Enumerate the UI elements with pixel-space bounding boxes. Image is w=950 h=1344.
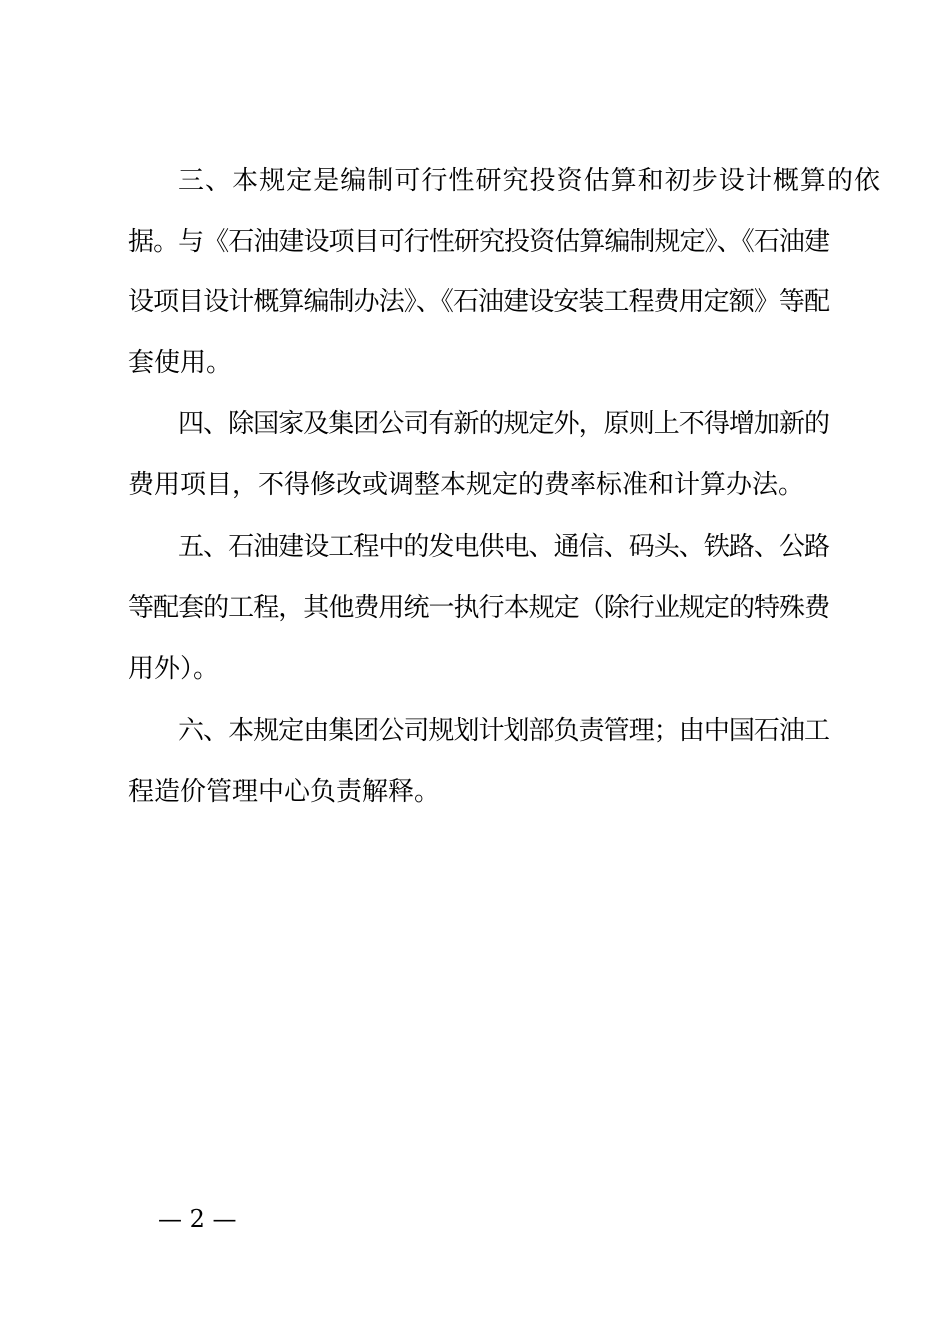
paragraph-line: 五、石油建设工程中的发电供电、通信、码头、铁路、公路 bbox=[178, 532, 830, 562]
paragraph-line: 套使用。 bbox=[128, 348, 233, 378]
paragraph-line: 程造价管理中心负责解释。 bbox=[128, 777, 441, 807]
paragraph-line: 据。与《石油建设项目可行性研究投资估算编制规定》、《石油建 bbox=[128, 227, 830, 257]
paragraph-line: 三、本规定是编制可行性研究投资估算和初步设计概算的依 bbox=[178, 166, 882, 196]
paragraph-line: 用外）。 bbox=[128, 654, 220, 684]
page-number: — 2 — bbox=[158, 1205, 237, 1233]
paragraph-line: 四、除国家及集团公司有新的规定外，原则上不得增加新的 bbox=[178, 409, 830, 439]
paragraph-line: 六、本规定由集团公司规划计划部负责管理；由中国石油工 bbox=[178, 716, 830, 746]
paragraph-line: 等配套的工程，其他费用统一执行本规定（除行业规定的特殊费 bbox=[128, 593, 830, 623]
paragraph-line: 费用项目，不得修改或调整本规定的费率标准和计算办法。 bbox=[128, 470, 805, 500]
paragraph-line: 设项目设计概算编制办法》、《石油建设安装工程费用定额》等配 bbox=[128, 287, 830, 317]
